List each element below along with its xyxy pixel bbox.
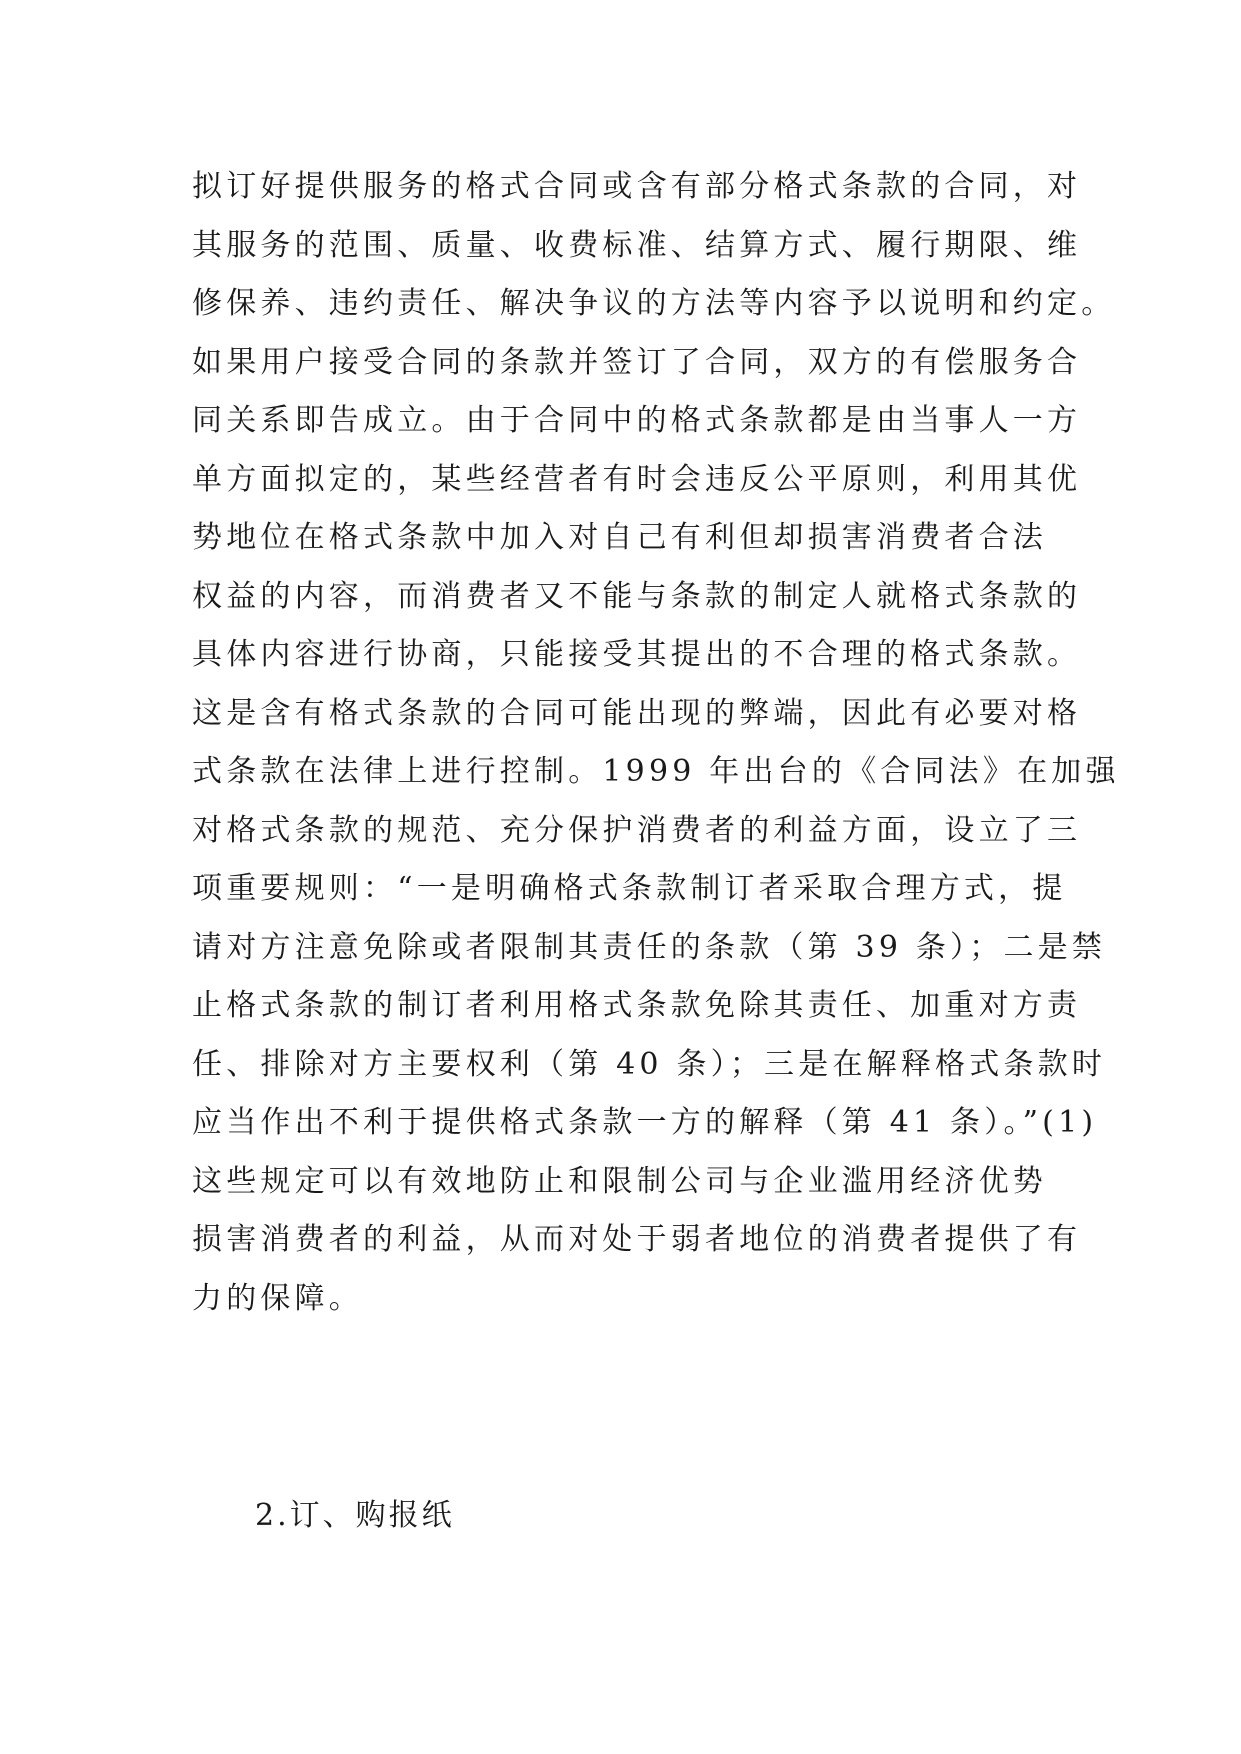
paragraph-line: 如果用户接受合同的条款并签订了合同，双方的有偿服务合 xyxy=(192,344,1082,380)
paragraph-line: 请对方注意免除或者限制其责任的条款（第 39 条）；二是禁 xyxy=(192,929,1107,965)
paragraph-line: 同关系即告成立。由于合同中的格式条款都是由当事人一方 xyxy=(192,403,1082,438)
body-paragraph xyxy=(192,158,1120,1328)
paragraph-line: 单方面拟定的，某些经营者有时会违反公平原则，利用其优 xyxy=(192,461,1082,497)
paragraph-line: 其服务的范围、质量、收费标准、结算方式、履行期限、维 xyxy=(192,227,1082,263)
paragraph-line: 这些规定可以有效地防止和限制公司与企业滥用经济优势 xyxy=(192,1163,1047,1199)
paragraph-line: 这是含有格式条款的合同可能出现的弊端，因此有必要对格 xyxy=(192,695,1082,731)
paragraph-line: 式条款在法律上进行控制。1999 年出台的《合同法》在加强 xyxy=(192,754,1120,789)
paragraph-line: 势地位在格式条款中加入对自己有利但却损害消费者合法 xyxy=(192,520,1047,555)
paragraph-line: 项重要规则：“一是明确格式条款制订者采取合理方式，提 xyxy=(192,871,1067,906)
paragraph-line: 对格式条款的规范、充分保护消费者的利益方面，设立了三 xyxy=(192,812,1082,848)
paragraph-line: 任、排除对方主要权利（第 40 条）；三是在解释格式条款时 xyxy=(192,1046,1107,1082)
paragraph-line: 损害消费者的利益，从而对处于弱者地位的消费者提供了有 xyxy=(192,1222,1082,1257)
paragraph-line: 具体内容进行协商，只能接受其提出的不合理的格式条款。 xyxy=(192,637,1082,672)
paragraph-line: 权益的内容，而消费者又不能与条款的制定人就格式条款的 xyxy=(192,578,1082,614)
paragraph-line: 力的保障。 xyxy=(192,1280,363,1316)
section-heading: 2.订、购报纸 xyxy=(255,1498,455,1533)
paragraph-line: 应当作出不利于提供格式条款一方的解释（第 41 条）。”(1) xyxy=(192,1105,1098,1140)
paragraph-line: 拟订好提供服务的格式合同或含有部分格式条款的合同，对 xyxy=(192,169,1082,204)
paragraph-line: 止格式条款的制订者利用格式条款免除其责任、加重对方责 xyxy=(192,988,1082,1023)
paragraph-line: 修保养、违约责任、解决争议的方法等内容予以说明和约定。 xyxy=(192,286,1116,321)
